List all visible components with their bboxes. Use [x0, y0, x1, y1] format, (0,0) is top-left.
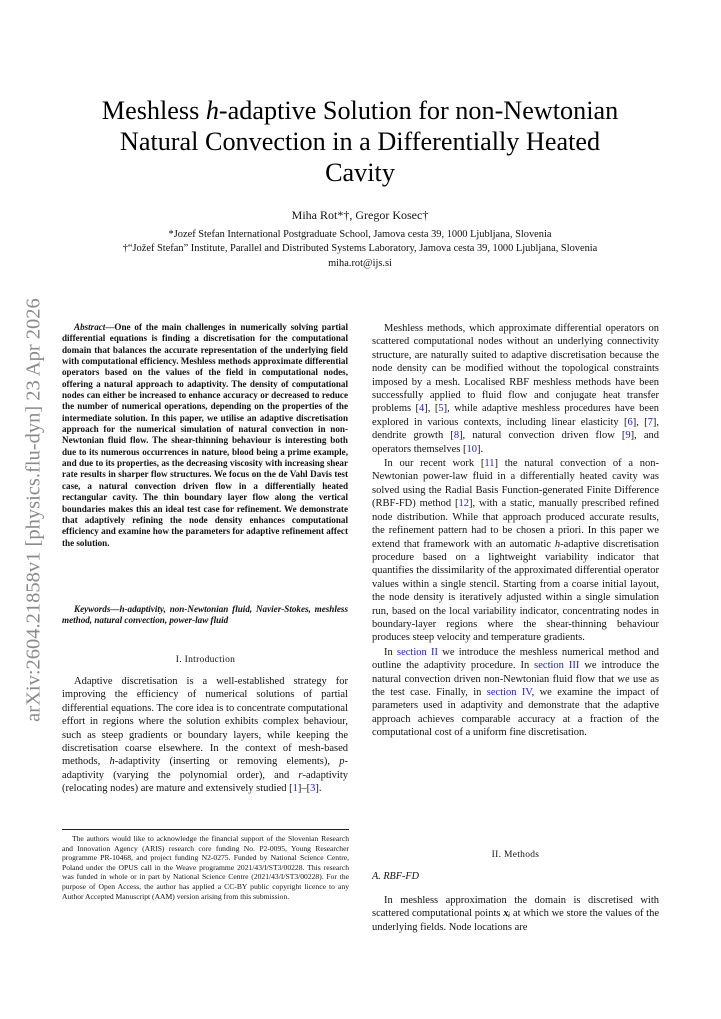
intro-text-d: -adaptivity (relocating nodes) are mature and extensively studied [ — [62, 769, 348, 795]
abstract — [62, 322, 348, 549]
arxiv-stamp — [22, 250, 46, 770]
citation-link-9[interactable]: 9 — [625, 430, 631, 442]
section-link-3[interactable]: section III — [534, 660, 580, 672]
section-link-2[interactable]: section II — [397, 646, 438, 658]
intro-r: r — [298, 769, 303, 781]
rbf-fd-paragraph: In meshless approximation the domain is discretised with scattered computational points xᵢ at which we store the values of the underlying fields. Node locations are — [372, 895, 660, 933]
keywords-text: —h-adaptivity, non-Newtonian fluid, Navier-Stokes, meshless method, natural convection, power-law fluid — [62, 604, 348, 626]
subsection-heading-rbf-fd: A. RBF-FD — [372, 871, 419, 882]
intro-text-b: -adaptivity (inserting or removing elements), — [114, 756, 340, 768]
intro-dash: ]–[ — [297, 783, 311, 795]
intro-text-c: -adaptivity (varying the polynomial order), and — [62, 756, 348, 781]
citation-link-10[interactable]: 10 — [466, 443, 477, 455]
keywords — [62, 604, 348, 627]
title-line3: Cavity — [325, 158, 395, 187]
abstract-text: —One of the main challenges in numerically solving partial differential equations is finding a discretisation for the computational domain that balances the accurate representation of the underlying field with computational efficiency. Meshless methods approximate differential operators based on the values of the field in computational nodes, offering a natural approach to adaptivity. The density of computational nodes can either be increased to enhance accuracy or decreased to reduce the number of numerical operations, depending on the properties of the intermediate solution. In this paper, we utilise an adaptive discretisation approach for the numerical simulation of natural convection in non-Newtonian fluid flow. The shear-thinning behaviour is interesting both due to its numerous occurrences in nature, blood being a prime example, and due to its properties, as the decreasing viscosity with increasing shear rate results in sharper flow structures. We focus on the de Vahl Davis test case, a natural convection driven flow in a differentially heated rectangular cavity. The thin boundary layer flow along the vertical boundaries makes this an ideal test case for refinement. We demonstrate that adaptively refining the node density enhances computational efficiency and examine how the parameters for adaptive refinement affect the solution. — [62, 322, 348, 548]
citation-link-8[interactable]: 8 — [453, 430, 460, 442]
title-line2: Natural Convection in a Differentially Heated — [119, 127, 601, 156]
outline-paragraph: In section II we introduce the meshless numerical method and outline the adaptivity procedure. In section III we introduce the natural convection driven non-Newtonian fluid flow that we use as the test case. Finally, in section IV, we examine the impact of parameters used in adaptivity and demonstrate that the adaptive approach achieves comparable accuracy at a fraction of the computational cost of a uniform fine discretisation. — [372, 646, 659, 739]
intro-h: h — [109, 756, 115, 768]
citation-link-11[interactable]: 11 — [484, 458, 495, 470]
citation-link-12[interactable]: 12 — [458, 498, 469, 510]
citation-link-3[interactable]: 3 — [310, 783, 316, 795]
citation-link-5[interactable]: 5 — [438, 403, 444, 415]
intro-end: ]. — [315, 783, 322, 795]
affiliation-2: †“Jožef Stefan” Institute, Parallel and Distributed Systems Laboratory, Jamova cesta 39, 1000 Ljubljana, Slovenia — [122, 243, 598, 254]
paper-title — [60, 95, 660, 188]
title-line1-post: -adaptive Solution for non-Newtonian — [218, 96, 619, 125]
affiliation-1: *Jozef Stefan International Postgraduate School, Jamova cesta 39, 1000 Ljubljana, Slovenia — [168, 229, 552, 240]
citation-link-1[interactable]: 1 — [292, 783, 298, 795]
arxiv-stamp-text: arXiv:2604.21858v1 [physics.flu-dyn] 23 Apr 2026 — [22, 298, 45, 722]
citation-link-4[interactable]: 4 — [419, 403, 425, 415]
keywords-label: Keywords — [74, 604, 111, 614]
section-heading-introduction: I. Introduction — [175, 655, 236, 665]
title-h: h — [205, 96, 219, 125]
citation-link-7[interactable]: 7 — [647, 416, 653, 428]
author-list: Miha Rot*†, Gregor Kosec† — [291, 208, 429, 222]
section-heading-methods: II. Methods — [491, 850, 540, 860]
intro-text-a: Adaptive discretisation is a well-established strategy for improving the efficiency of numerical solutions of partial differential equations. The core idea is to concentrate computational effort in regions where the solution exhibits complex behaviour, such as steep gradients or boundary layers, while keeping the discretisation coarse elsewhere. In the context of mesh-based methods, — [62, 676, 348, 768]
recent-work-paragraph: In our recent work [11] the natural convection of a non-Newtonian power-law fluid in a differentially heated cavity was solved using the Radial Basis Function-generated Finite Difference (RBF-FD) method [12], with a static, manually prescribed refined node distribution. While that approach produced accurate results, the refinement pattern had to be chosen a priori. In this paper we extend that framework with an automatic h-adaptive discretisation procedure based on a lightweight variability indicator that quantifies the dissimilarity of the approximated differential operator values within a single stencil. Starting from a coarse initial layout, the node density is iteratively adjusted within a single simulation run, based on the local variability indicator, concentrating nodes in boundary-layer regions where the shear-thinning behaviour produces steep velocity and temperature gradients. — [372, 458, 660, 644]
title-line1-pre: Meshless — [101, 96, 206, 125]
intro-paragraph — [62, 675, 348, 796]
author-email: miha.rot@ijs.si — [328, 258, 392, 269]
footnote-divider — [62, 829, 349, 830]
right-column-text — [372, 322, 659, 740]
abstract-label: Abstract — [74, 322, 106, 332]
citation-link-6[interactable]: 6 — [627, 416, 633, 428]
node-symbol: xᵢ — [503, 908, 511, 920]
meshless-paragraph: Meshless methods, which approximate differential operators on scattered computational nodes without an underlying connectivity structure, are naturally suited to adaptive discretisation because the node density can be modified without the topological constraints imposed by a mesh. Localised RBF meshless methods have been successfully applied to fluid flow and conjugate heat transfer problems [4], [5], while adaptive meshless procedures have been explored in various contexts, including linear elasticity [6], [7], dendrite growth [8], natural convection driven flow [9], and operators themselves [10]. — [372, 323, 659, 455]
intro-p: p — [339, 756, 345, 768]
section-link-4[interactable]: section IV — [486, 686, 532, 698]
funding-footnote: The authors would like to acknowledge the financial support of the Slovenian Research and Innovation Agency (ARIS) research core funding No. P2-0095, Young Researcher programme PR-10468, and project funding N2-0275. Funded by National Science Centre, Poland under the OPUS call in the Weave programme 2021/43/I/ST3/00228. This research was funded in whole or in part by National Science Centre (2021/43/I/ST3/00228). For the purpose of Open Access, the author has applied a CC-BY public copyright licence to any Author Accepted Manuscript (AAM) version arising from this submission. — [62, 834, 349, 901]
